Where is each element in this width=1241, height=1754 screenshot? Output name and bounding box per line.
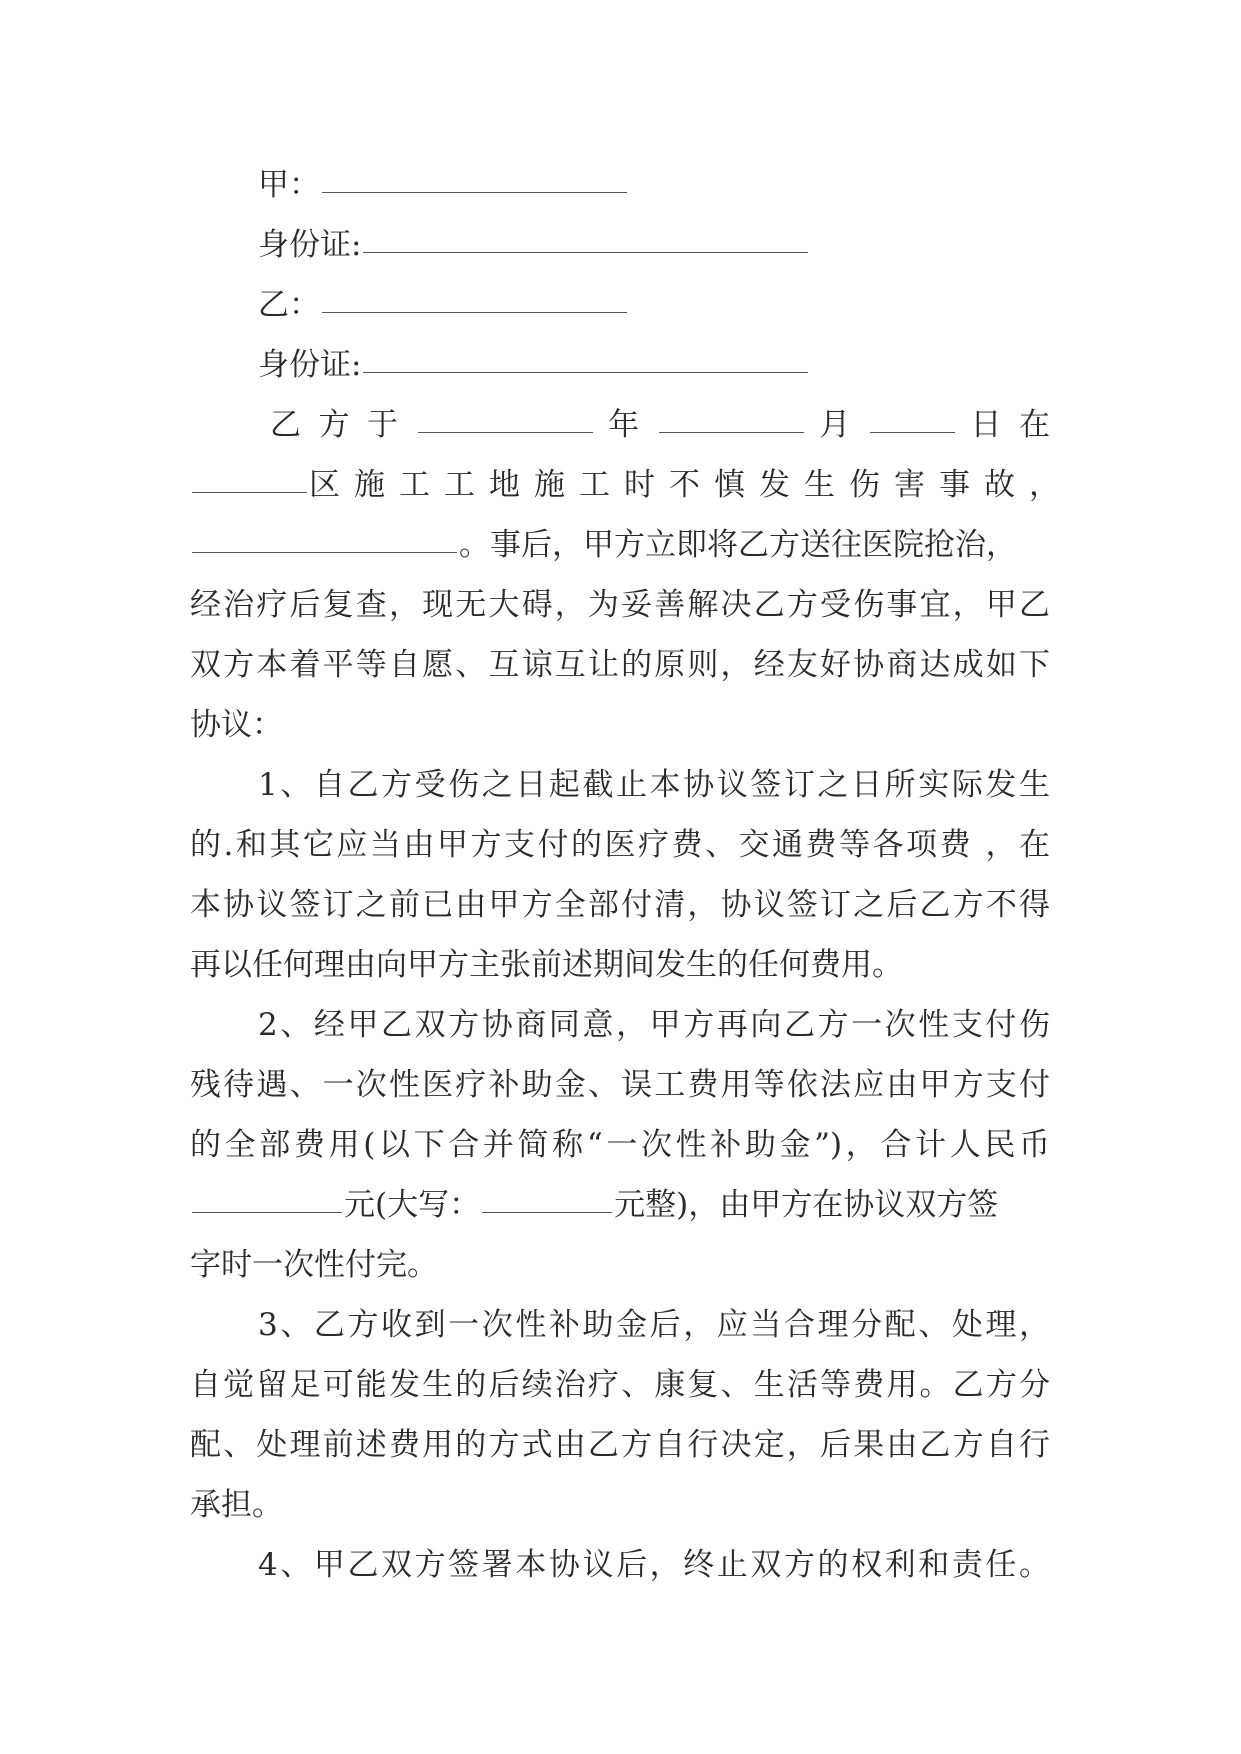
month-blank xyxy=(659,432,804,433)
intro-line-5: 双方本着平等自愿、互谅互让的原则，经友好协商达成如下 xyxy=(190,647,1050,683)
intro-word: 在 xyxy=(1019,407,1051,443)
amount-blank xyxy=(192,1212,342,1213)
party-a-line xyxy=(258,155,958,215)
intro-word: 乙 xyxy=(270,407,305,443)
intro-line-2 xyxy=(190,455,1074,515)
clause-1-line-2: 的.和其它应当由甲方支付的医疗费、交通费等各项费 ，在 xyxy=(190,827,1050,863)
party-a-label: 甲： xyxy=(258,167,320,203)
clause-2-line-2: 残待遇、一次性医疗补助金、误工费用等依法应由甲方支付 xyxy=(190,1067,1050,1103)
clause-1-line-4: 再以任何理由向甲方主张前述期间发生的任何费用。 xyxy=(190,947,903,983)
district-blank xyxy=(192,492,307,493)
amount-words-blank xyxy=(482,1212,612,1213)
intro-word: 年 xyxy=(608,407,643,443)
clause-3-line-1: 3、乙方收到一次性补助金后，应当合理分配、处理， xyxy=(258,1307,1050,1343)
clause-1-line-1: 1、自乙方受伤之日起截止本协议签订之日所实际发生 xyxy=(258,767,1050,803)
id-line-1 xyxy=(258,215,958,275)
amount-tail: 元整)，由甲方在协议双方签 xyxy=(614,1187,999,1223)
clause-2-line-5: 字时一次性付完。 xyxy=(190,1247,438,1283)
party-a-blank xyxy=(322,192,627,193)
party-b-line xyxy=(258,275,958,335)
clause-2-line-3: 的全部费用(以下合并简称“一次性补助金”)，合计人民币 xyxy=(190,1127,1050,1163)
intro-word: 日 xyxy=(970,407,1006,443)
clause-3-line-4: 承担。 xyxy=(190,1487,283,1523)
party-b-label: 乙： xyxy=(258,287,320,323)
clause-4-line-1: 4、甲乙双方签署本协议后，终止双方的权利和责任。 xyxy=(258,1547,1050,1583)
clause-3-line-2: 自觉留足可能发生的后续治疗、康复、生活等费用。乙方分 xyxy=(190,1367,1050,1403)
id-label-2: 身份证: xyxy=(258,347,362,383)
intro-line-1 xyxy=(270,395,1050,455)
amount-label: 元(大写： xyxy=(344,1187,481,1223)
clause-3-line-3: 配、处理前述费用的方式由乙方自行决定，后果由乙方自行 xyxy=(190,1427,1050,1463)
id-label-1: 身份证: xyxy=(258,227,362,263)
party-b-blank xyxy=(322,312,627,313)
year-blank xyxy=(418,432,593,433)
id-line-2 xyxy=(258,335,958,395)
intro-line-6: 协议： xyxy=(190,707,283,743)
day-blank xyxy=(870,432,955,433)
id-blank-2 xyxy=(363,372,808,373)
intro-line-3 xyxy=(190,515,1050,575)
clause-2-line-4 xyxy=(190,1175,1050,1235)
injury-blank xyxy=(192,552,457,553)
intro-word: 方 xyxy=(318,407,354,443)
intro-line-4: 经治疗后复查，现无大碍，为妥善解决乙方受伤事宜，甲乙 xyxy=(190,587,1050,623)
id-blank-1 xyxy=(363,252,808,253)
clause-1-line-3: 本协议签订之前已由甲方全部付清，协议签订之后乙方不得 xyxy=(190,887,1050,923)
intro-line-2-text: 区施工工地施工时不慎发生伤害事故， xyxy=(309,467,1074,503)
intro-line-3-text: 。事后，甲方立即将乙方送往医院抢治， xyxy=(459,527,1017,563)
intro-word: 于 xyxy=(367,407,402,443)
intro-word: 月 xyxy=(819,407,855,443)
clause-2-line-1: 2、经甲乙双方协商同意，甲方再向乙方一次性支付伤 xyxy=(258,1007,1050,1043)
